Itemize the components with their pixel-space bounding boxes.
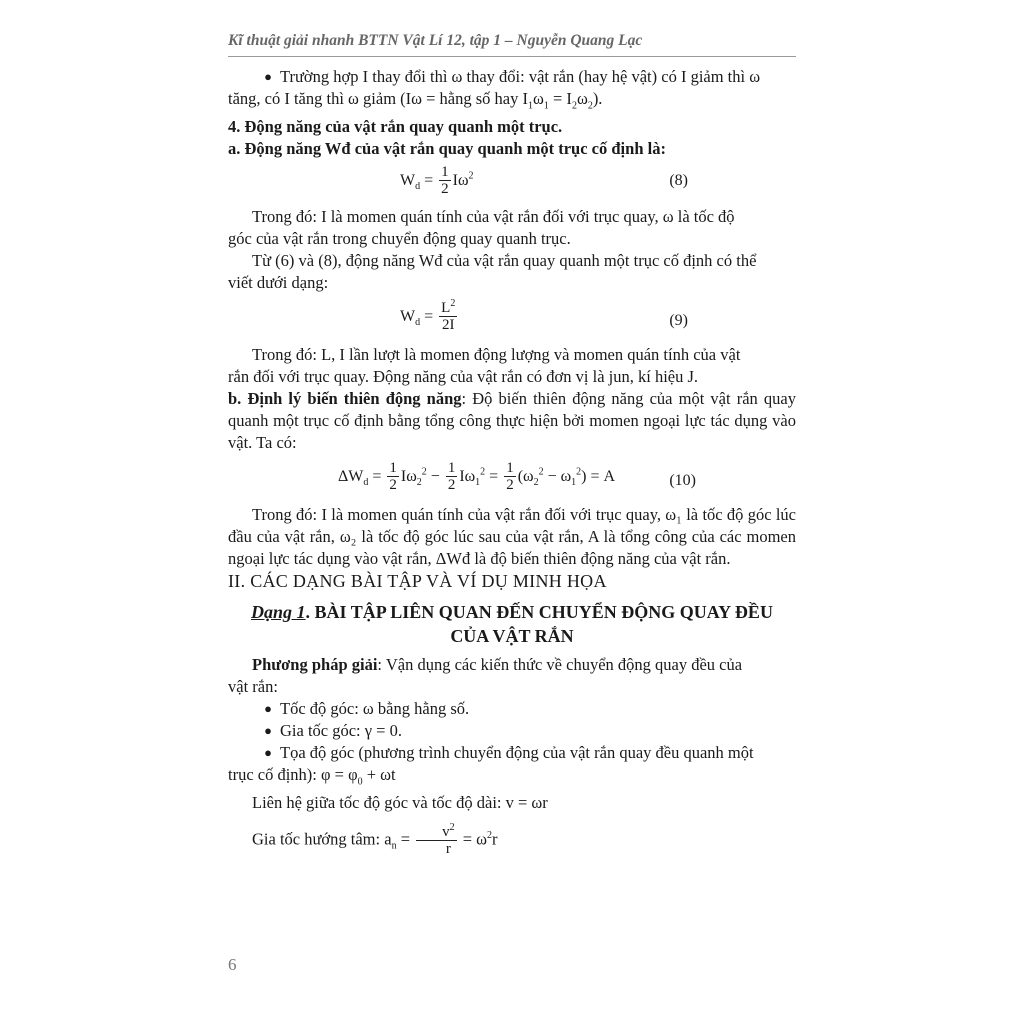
page-number: 6 bbox=[228, 955, 237, 974]
bullet-text: Gia tốc góc: γ = 0. bbox=[280, 721, 402, 740]
paragraph: Liên hệ giữa tốc độ góc và tốc độ dài: v = ωr bbox=[252, 793, 548, 812]
paragraph: góc của vật rắn trong chuyển động quay quanh trục. bbox=[228, 229, 571, 248]
equation-10: $\Delta W_d$ = $\frac{1}{2}$ $I\omega_2^2$ − $\frac{1}{2}$ $I\omega_1^2$ = $\frac{1}{2}$ $(\omega_2^2 - \omega_1^2) = A$ (10) bbox=[338, 460, 696, 493]
equation-number: (10) bbox=[669, 472, 696, 489]
section-4-heading: 4. Động năng của vật rắn quay quanh một trục. bbox=[228, 117, 563, 136]
bullet-icon: ● bbox=[264, 723, 272, 738]
section-ii-heading: II. CÁC DẠNG BÀI TẬP VÀ VÍ DỤ MINH HỌA bbox=[228, 571, 607, 591]
paragraph: Trong đó: I là momen quán tính của vật rắn đối với trục quay, ω₁ là tốc độ góc lúc đầu của vật rắn, ω₂ là tốc độ góc lúc sau của vật rắn, A là tổng công của các momen ngoại lực tác dụng vào vật rắn, ΔWđ là độ biến thiên động năng của vật rắn. bbox=[228, 505, 796, 568]
bullet-text: Trường hợp I thay đổi thì ω thay đổi: vật rắn (hay hệ vật) có I giảm thì ω bbox=[280, 67, 761, 86]
section-4b-paragraph: b. Định lý biến thiên động năng: Độ biến thiên động năng của một vật rắn quay quanh một trục cố định bằng tổng công thực hiện bởi momen ngoại lực tác dụng vào vật. Ta có: bbox=[228, 389, 796, 452]
bullet-text: Tọa độ góc (phương trình chuyển động của vật rắn quay đều quanh một bbox=[280, 743, 754, 762]
bullet-item bbox=[228, 742, 796, 764]
paragraph: rắn đối với trục quay. Động năng của vật rắn có đơn vị là jun, kí hiệu J. bbox=[228, 367, 699, 386]
running-header: Kĩ thuật giải nhanh BTTN Vật Lí 12, tập 1 – Nguyễn Quang Lạc bbox=[228, 32, 796, 57]
paragraph: viết dưới dạng: bbox=[228, 273, 329, 292]
section-4a-heading: a. Động năng Wđ của vật rắn quay quanh một trục cố định là: bbox=[228, 139, 666, 158]
centripetal-formula: Gia tốc hướng tâm: $a_n$ = $\frac{v^2}{r}$ = $\omega^2r$ bbox=[252, 822, 498, 857]
bullet-item bbox=[228, 698, 796, 720]
paragraph: Trong đó: I là momen quán tính của vật rắn đối với trục quay, ω là tốc độ bbox=[252, 207, 735, 226]
dang-1-heading: Dạng 1. BÀI TẬP LIÊN QUAN ĐẾN CHUYỂN ĐỘNG QUAY ĐỀU CỦA VẬT RẮN bbox=[251, 602, 773, 646]
bullet-item bbox=[228, 720, 796, 742]
equation-8: $W_d$ = $\frac{1}{2}$ $I\omega^2$ (8) bbox=[400, 164, 688, 197]
bullet-text: Tốc độ góc: ω bằng hằng số. bbox=[280, 699, 470, 718]
bullet-icon: ● bbox=[264, 701, 272, 716]
bullet-continuation: trục cố định): $\varphi = \varphi_0 + \omega t$ bbox=[228, 765, 396, 788]
bullet-icon: ● bbox=[264, 69, 272, 84]
paragraph: Trong đó: L, I lần lượt là momen động lượng và momen quán tính của vật bbox=[252, 345, 741, 364]
paragraph: Từ (6) và (8), động năng Wđ của vật rắn quay quanh một trục cố định có thể bbox=[252, 251, 757, 270]
bullet-continuation: tăng, có I tăng thì ω giảm (Iω = hằng số hay $I_1\omega_1 = I_2\omega_2$). bbox=[228, 89, 603, 112]
page-content bbox=[228, 66, 796, 857]
bullet-icon: ● bbox=[264, 745, 272, 760]
equation-9: $W_d$ = $\frac{L^2}{2I}$ (9) bbox=[400, 298, 688, 333]
equation-number: (9) bbox=[669, 312, 688, 329]
bullet-item bbox=[228, 66, 796, 88]
equation-number: (8) bbox=[669, 172, 688, 189]
method-paragraph: Phương pháp giải: Vận dụng các kiến thức về chuyển động quay đều của bbox=[252, 655, 743, 674]
paragraph: vật rắn: bbox=[228, 677, 278, 696]
